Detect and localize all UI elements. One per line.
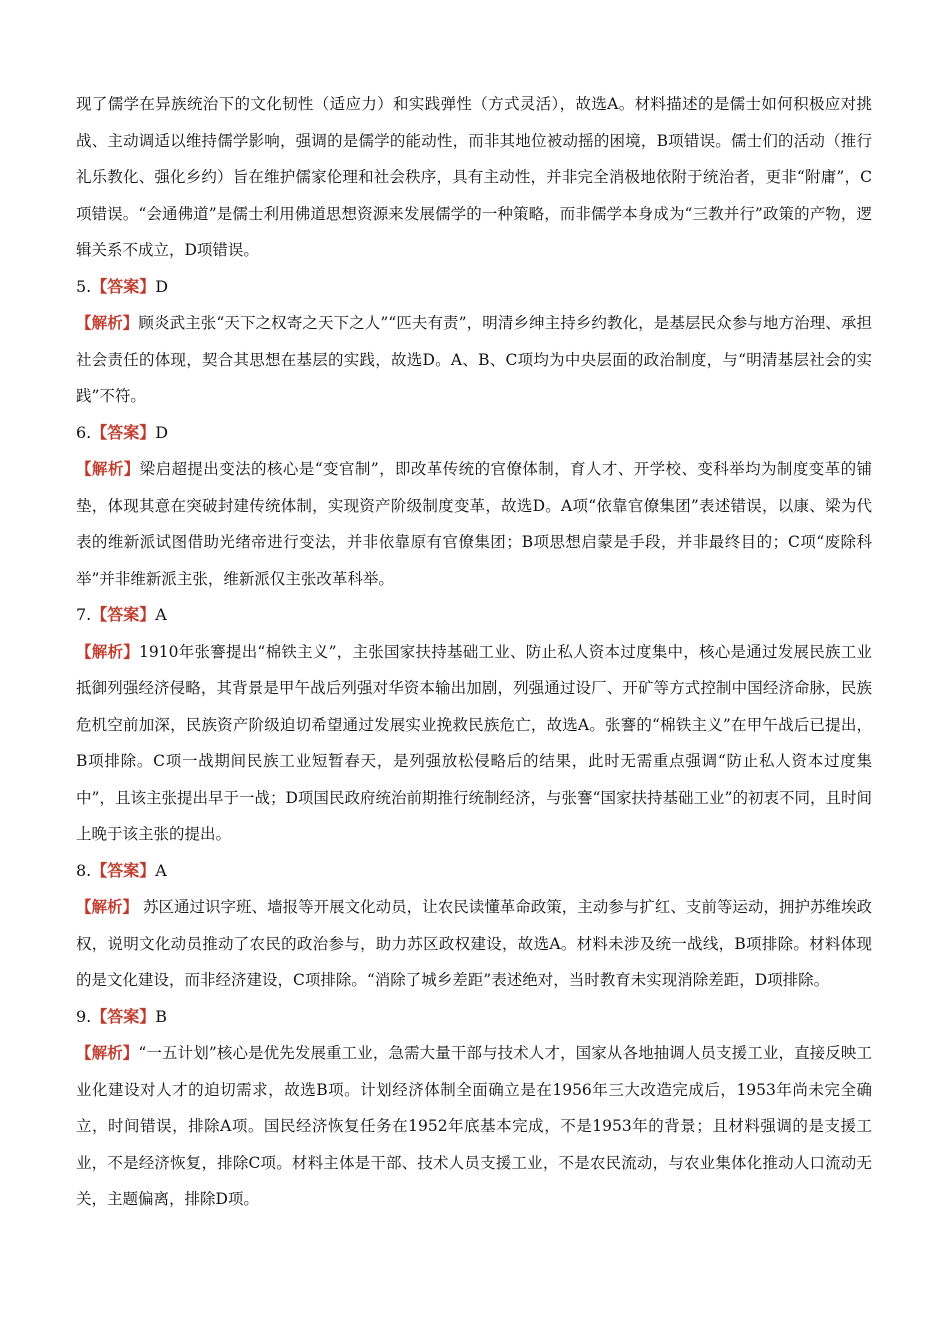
answer-letter: D <box>155 276 169 296</box>
answer-line <box>76 853 872 890</box>
answer-tag: 【答案】 <box>91 422 156 442</box>
question-number: 8. <box>76 860 92 880</box>
question-block-7 <box>76 597 872 853</box>
answer-tag: 【答案】 <box>91 860 156 880</box>
analysis-text: 梁启超提出变法的核心是“变官制”，即改革传统的官僚体制，育人才、开学校、变科举均为制度变革的铺垫，体现其意在突破封建传统体制，实现资产阶级制度变革，故选D。A项“依靠官僚集团”表述错误，以康、梁为代表的维新派试图借助光绪帝进行变法，并非依靠原有官僚集团；B项思想启蒙是手段，并非最终目的；C项“废除科举”并非维新派主张，维新派仅主张改革科举。 <box>76 460 872 588</box>
question-number: 5. <box>76 276 92 296</box>
answer-tag: 【答案】 <box>91 1006 156 1026</box>
analysis-text: 苏区通过识字班、墙报等开展文化动员，让农民读懂革命政策，主动参与扩红、支前等运动，拥护苏维埃政权，说明文化动员推动了农民的政治参与，助力苏区政权建设，故选A。材料未涉及统一战线，B项排除。材料体现的是文化建设，而非经济建设，C项排除。“消除了城乡差距”表述绝对，当时教育未实现消除差距，D项排除。 <box>76 898 872 989</box>
analysis-text: 顾炎武主张“天下之权寄之天下之人”“匹夫有责”，明清乡绅主持乡约教化，是基层民众参与地方治理、承担社会责任的体现，契合其思想在基层的实践，故选D。A、B、C项均为中央层面的政治制度，与“明清基层社会的实践”不符。 <box>76 314 872 405</box>
intro-paragraph: 现了儒学在异族统治下的文化韧性（适应力）和实践弹性（方式灵活），故选A。材料描述的是儒士如何积极应对挑战、主动调适以维持儒学影响，强调的是儒学的能动性，而非其地位被动摇的困境，B项错误。儒士们的活动（推行礼乐教化、强化乡约）旨在维护儒家伦理和社会秩序，具有主动性，并非完全消极地依附于统治者，更非“附庸”，C项错误。“会通佛道”是儒士利用佛道思想资源来发展儒学的一种策略，而非儒学本身成为“三教并行”政策的产物，逻辑关系不成立，D项错误。 <box>76 95 872 259</box>
answer-line <box>76 269 872 306</box>
analysis-tag: 【解析】 <box>76 1043 139 1062</box>
question-number: 6. <box>76 422 92 442</box>
question-block-8 <box>76 853 872 999</box>
document-page <box>76 86 872 1218</box>
answer-letter: B <box>155 1006 168 1026</box>
analysis-paragraph <box>76 634 872 853</box>
analysis-text: 1910年张謇提出“棉铁主义”，主张国家扶持基础工业、防止私人资本过度集中，核心是通过发展民族工业抵御列强经济侵略，其背景是甲午战后列强对华资本输出加剧，列强通过设厂、开矿等方式控制中国经济命脉，民族危机空前加深，民族资产阶级迫切希望通过发展实业挽救民族危亡，故选A。张謇的“棉铁主义”在甲午战后已提出，B项排除。C项一战期间民族工业短暂春天，是列强放松侵略后的结果，此时无需重点强调“防止私人资本过度集中”，且该主张提出早于一战；D项国民政府统治前期推行统制经济，与张謇“国家扶持基础工业”的初衷不同，且时间上晚于该主张的提出。 <box>76 642 872 843</box>
question-block-9 <box>76 999 872 1218</box>
answer-line <box>76 415 872 452</box>
question-number: 7. <box>76 605 92 624</box>
answer-tag: 【答案】 <box>91 276 156 296</box>
answer-letter: A <box>155 605 167 624</box>
analysis-paragraph <box>76 451 872 597</box>
question-block-6 <box>76 415 872 598</box>
analysis-paragraph <box>76 889 872 999</box>
question-block-5 <box>76 269 872 415</box>
answer-line <box>76 999 872 1036</box>
answer-letter: D <box>155 422 169 442</box>
answer-letter: A <box>155 860 167 880</box>
analysis-tag: 【解析】 <box>76 459 140 478</box>
analysis-paragraph <box>76 305 872 415</box>
analysis-tag: 【解析】 <box>76 641 139 661</box>
answer-line <box>76 597 872 634</box>
question-number: 9. <box>76 1006 92 1026</box>
answer-tag: 【答案】 <box>91 605 156 624</box>
analysis-paragraph <box>76 1035 872 1218</box>
analysis-tag: 【解析】 <box>76 313 139 332</box>
analysis-text: “一五计划”核心是优先发展重工业，急需大量干部与技术人才，国家从各地抽调人员支援工业，直接反映工业化建设对人才的迫切需求，故选B项。计划经济体制全面确立是在1956年三大改造完成后，1953年尚未完全确立，时间错误，排除A项。国民经济恢复任务在1952年底基本完成，不是1953年的背景；且材料强调的是支援工业，不是经济恢复，排除C项。材料主体是干部、技术人员支援工业，不是农民流动，与农业集体化推动人口流动无关，主题偏离，排除D项。 <box>76 1044 872 1208</box>
analysis-tag: 【解析】 <box>76 897 139 916</box>
